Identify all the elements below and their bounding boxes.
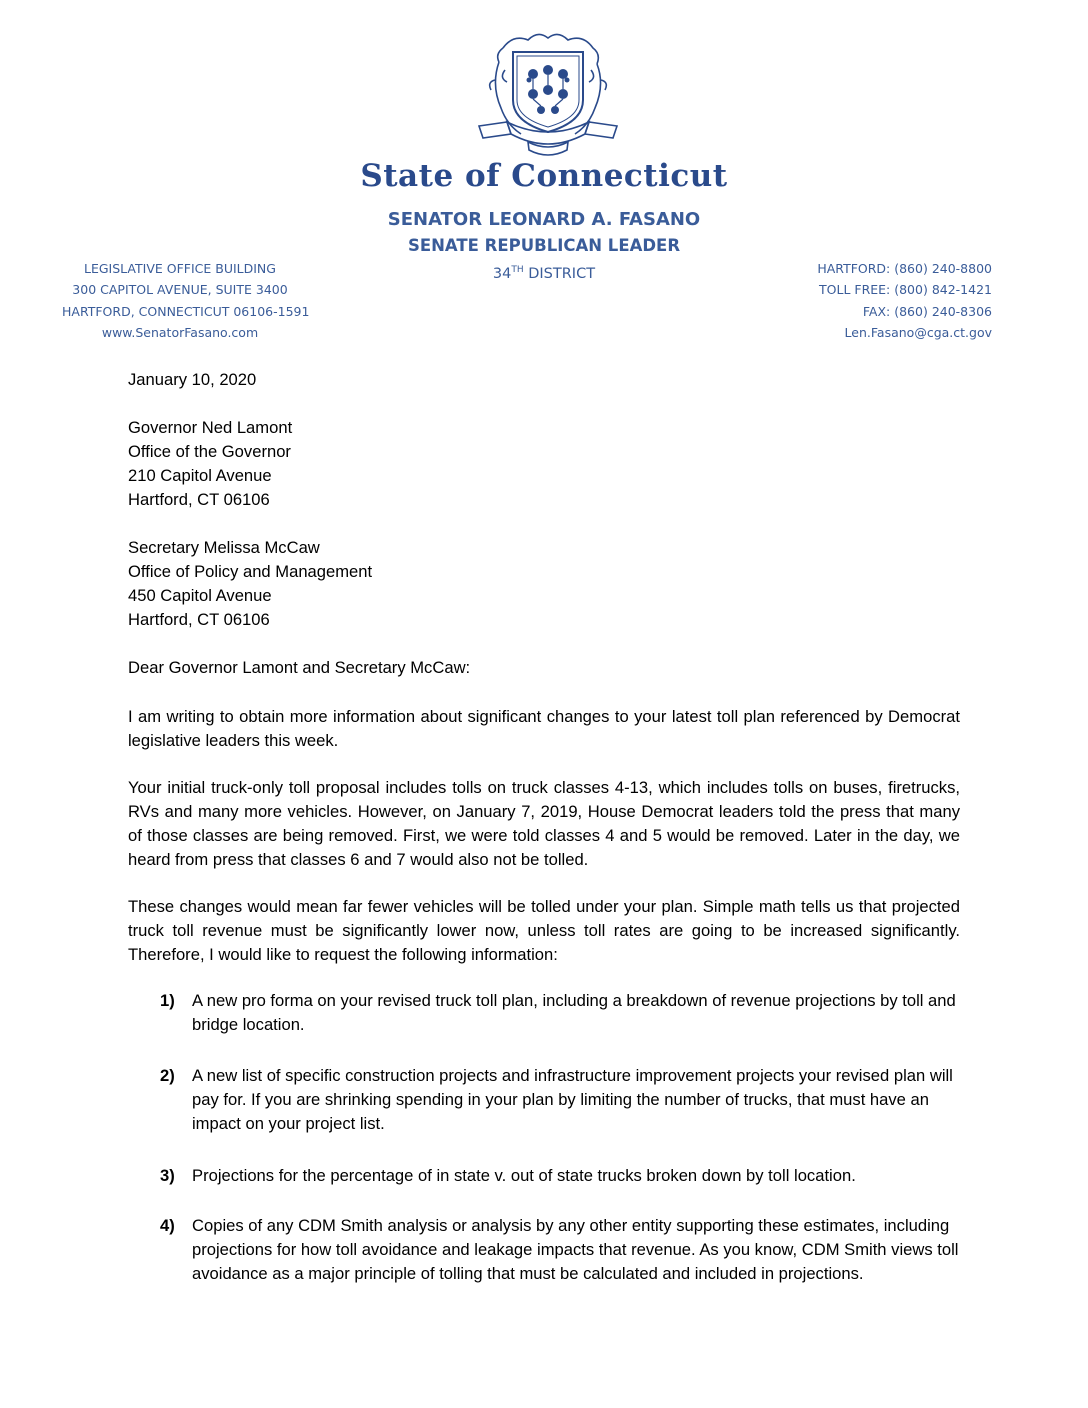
- item-number: 4): [160, 1216, 175, 1235]
- office-building: LEGISLATIVE OFFICE BUILDING: [84, 261, 276, 276]
- website-link[interactable]: www.SenatorFasano.com: [101, 324, 259, 340]
- letter-date: January 10, 2020: [128, 370, 257, 389]
- item-text: A new pro forma on your revised truck toll plan, including a breakdown of revenue projections by toll and bridge location.: [192, 991, 956, 1034]
- office-address-block: [62, 258, 310, 343]
- item-number: 3): [160, 1166, 175, 1185]
- senator-role: SENATE REPUBLICAN LEADER: [407, 236, 681, 255]
- item-text: Projections for the percentage of in state v. out of state trucks broken down by toll location.: [192, 1166, 856, 1185]
- body-paragraph: I am writing to obtain more information about significant changes to your latest toll plan referenced by Democrat legislative leaders this week.: [128, 707, 960, 750]
- salutation: Dear Governor Lamont and Secretary McCaw:: [128, 658, 471, 677]
- recipient-address-secretary: Secretary Melissa McCaw Office of Policy and Management 450 Capitol Avenue Hartford, CT 06106: [128, 538, 373, 629]
- request-item: [160, 1064, 960, 1136]
- office-street: 300 CAPITOL AVENUE, SUITE 3400: [72, 282, 288, 298]
- fax-number: FAX: (860) 240-8306: [862, 303, 992, 319]
- hartford-phone: HARTFORD: (860) 240-8800: [817, 261, 992, 276]
- item-text: Copies of any CDM Smith analysis or analysis by any other entity supporting these estimates, including projections for how toll avoidance and leakage impacts that revenue. As you know, CDM Smith views toll avoidance as a major principle of tolling that must be calculated and included in projections.: [192, 1216, 959, 1283]
- state-title: State of Connecticut: [360, 158, 728, 194]
- request-item: [160, 989, 960, 1037]
- contact-block: [800, 258, 992, 343]
- state-seal-logo: [473, 30, 623, 165]
- request-item: [160, 1214, 960, 1286]
- item-number: 2): [160, 1066, 175, 1085]
- item-number: 1): [160, 991, 175, 1010]
- email-link[interactable]: Len.Fasano@cga.ct.gov: [844, 324, 992, 340]
- office-city: HARTFORD, CONNECTICUT 06106-1591: [62, 303, 310, 319]
- item-text: A new list of specific construction projects and infrastructure improvement projects your revised plan will pay for. If you are shrinking spending in your plan by limiting the number of trucks, that must have an impact on your project list.: [192, 1066, 953, 1133]
- district-label: 34TH DISTRICT: [492, 265, 596, 282]
- recipient-address-governor: Governor Ned Lamont Office of the Governor 210 Capitol Avenue Hartford, CT 06106: [128, 418, 293, 509]
- body-paragraph: Your initial truck-only toll proposal includes tolls on truck classes 4-13, which includes tolls on buses, firetrucks, RVs and many more vehicles. However, on January 7, 2019, House Democrat leaders told the press that many of those classes are being removed. First, we were told classes 4 and 5 would be removed. Later in the day, we heard from press that classes 6 and 7 would also not be tolled.: [128, 778, 960, 869]
- senator-name: SENATOR LEONARD A. FASANO: [387, 209, 701, 230]
- request-item: [160, 1164, 960, 1188]
- toll-free-phone: TOLL FREE: (800) 842-1421: [819, 282, 992, 298]
- body-paragraph: These changes would mean far fewer vehicles will be tolled under your plan. Simple math tells us that projected truck toll revenue must be significantly lower now, unless toll rates are going to be increased significantly. Therefore, I would like to request the following information:: [128, 897, 960, 964]
